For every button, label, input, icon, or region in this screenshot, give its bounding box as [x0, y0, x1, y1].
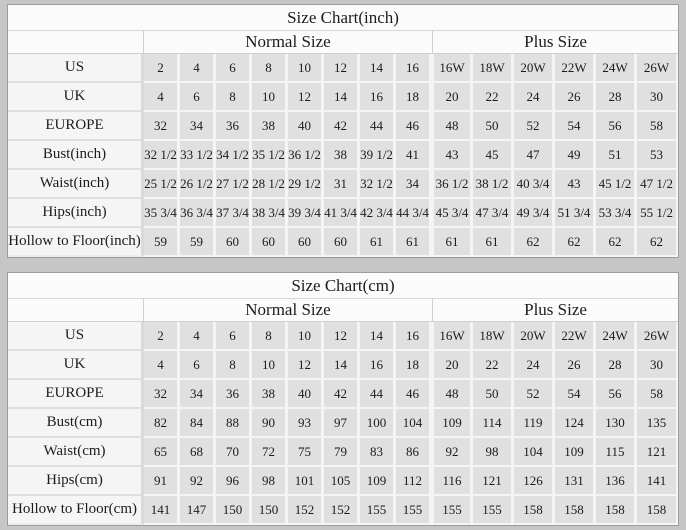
size-cell: 105: [324, 467, 360, 496]
size-cell: 31: [324, 170, 360, 199]
size-cell: 51 3/4: [555, 199, 596, 228]
size-cell: 43: [555, 170, 596, 199]
row-label: Hollow to Floor(cm): [8, 496, 144, 525]
size-cell: 44: [360, 112, 396, 141]
size-cell: 32 1/2: [144, 141, 180, 170]
size-cell: 40 3/4: [514, 170, 555, 199]
size-cell: 39 3/4: [288, 199, 324, 228]
row-label: Bust(inch): [8, 141, 144, 170]
size-cell: 60: [324, 228, 360, 257]
size-cell: 35 3/4: [144, 199, 180, 228]
size-cell: 2: [144, 322, 180, 351]
size-cell: 53 3/4: [596, 199, 637, 228]
table-row: [8, 141, 678, 170]
row-label: EUROPE: [8, 112, 144, 141]
size-cell: 18W: [473, 54, 514, 83]
size-cell: 65: [144, 438, 180, 467]
size-cell: 24W: [596, 322, 637, 351]
row-label: EUROPE: [8, 380, 144, 409]
size-cell: 38: [252, 380, 288, 409]
row-label: Waist(inch): [8, 170, 144, 199]
size-cell: 39 1/2: [360, 141, 396, 170]
size-cell: 32: [144, 380, 180, 409]
size-cell: 24W: [596, 54, 637, 83]
size-cell: 28 1/2: [252, 170, 288, 199]
size-cell: 37 3/4: [216, 199, 252, 228]
size-cell: 91: [144, 467, 180, 496]
size-cell: 8: [216, 83, 252, 112]
row-label: Hips(cm): [8, 467, 144, 496]
size-cell: 25 1/2: [144, 170, 180, 199]
size-cell: 4: [144, 351, 180, 380]
table-title: Size Chart(cm): [8, 273, 678, 299]
size-cell: 14: [360, 322, 396, 351]
size-cell: 26W: [637, 54, 678, 83]
size-chart-cm: [7, 272, 679, 526]
size-cell: 22W: [555, 54, 596, 83]
size-cell: 121: [473, 467, 514, 496]
size-cell: 114: [473, 409, 514, 438]
size-cell: 75: [288, 438, 324, 467]
size-cell: 12: [288, 83, 324, 112]
size-cell: 42: [324, 380, 360, 409]
size-cell: 135: [637, 409, 678, 438]
size-cell: 45 1/2: [596, 170, 637, 199]
size-cell: 38: [252, 112, 288, 141]
size-cell: 61: [473, 228, 514, 257]
size-cell: 60: [252, 228, 288, 257]
size-cell: 158: [555, 496, 596, 525]
size-cell: 44: [360, 380, 396, 409]
size-cell: 97: [324, 409, 360, 438]
size-cell: 10: [288, 54, 324, 83]
size-cell: 98: [473, 438, 514, 467]
size-cell: 152: [324, 496, 360, 525]
size-cell: 56: [596, 112, 637, 141]
size-cell: 116: [432, 467, 473, 496]
size-cell: 147: [180, 496, 216, 525]
size-cell: 49: [555, 141, 596, 170]
size-cell: 8: [252, 322, 288, 351]
table-header: [8, 273, 678, 322]
size-cell: 48: [432, 112, 473, 141]
size-cell: 52: [514, 112, 555, 141]
table-row: [8, 322, 678, 351]
table-header: [8, 5, 678, 54]
size-cell: 150: [252, 496, 288, 525]
table-row: [8, 438, 678, 467]
size-cell: 155: [473, 496, 514, 525]
size-cell: 96: [216, 467, 252, 496]
size-cell: 100: [360, 409, 396, 438]
size-cell: 12: [288, 351, 324, 380]
size-cell: 58: [637, 112, 678, 141]
table-row: [8, 112, 678, 141]
size-cell: 61: [432, 228, 473, 257]
plus-size-header: Plus Size: [432, 299, 678, 322]
size-cell: 155: [360, 496, 396, 525]
size-cell: 40: [288, 380, 324, 409]
size-cell: 38: [324, 141, 360, 170]
size-cell: 49 3/4: [514, 199, 555, 228]
table-row: [8, 83, 678, 112]
size-cell: 12: [324, 322, 360, 351]
table-row: [8, 170, 678, 199]
size-cell: 14: [324, 83, 360, 112]
size-cell: 59: [144, 228, 180, 257]
size-cell: 4: [144, 83, 180, 112]
size-cell: 119: [514, 409, 555, 438]
size-cell: 109: [432, 409, 473, 438]
normal-size-header: Normal Size: [144, 31, 432, 54]
size-cell: 34: [396, 170, 432, 199]
size-cell: 109: [555, 438, 596, 467]
size-cell: 20W: [514, 322, 555, 351]
size-cell: 26W: [637, 322, 678, 351]
size-cell: 42 3/4: [360, 199, 396, 228]
size-cell: 32: [144, 112, 180, 141]
size-cell: 158: [637, 496, 678, 525]
size-cell: 150: [216, 496, 252, 525]
size-cell: 18: [396, 83, 432, 112]
size-cell: 53: [637, 141, 678, 170]
table-title: Size Chart(inch): [8, 5, 678, 31]
size-cell: 41 3/4: [324, 199, 360, 228]
size-cell: 58: [637, 380, 678, 409]
size-cell: 68: [180, 438, 216, 467]
size-cell: 8: [252, 54, 288, 83]
size-cell: 79: [324, 438, 360, 467]
size-cell: 45 3/4: [432, 199, 473, 228]
size-cell: 35 1/2: [252, 141, 288, 170]
size-cell: 6: [216, 54, 252, 83]
size-cell: 54: [555, 380, 596, 409]
size-cell: 4: [180, 54, 216, 83]
size-cell: 28: [596, 351, 637, 380]
size-cell: 155: [396, 496, 432, 525]
size-cell: 18W: [473, 322, 514, 351]
size-chart-inch: [7, 4, 679, 258]
size-cell: 50: [473, 112, 514, 141]
size-cell: 115: [596, 438, 637, 467]
size-cell: 92: [432, 438, 473, 467]
table-row: [8, 380, 678, 409]
size-cell: 141: [144, 496, 180, 525]
size-cell: 34 1/2: [216, 141, 252, 170]
size-cell: 24: [514, 83, 555, 112]
size-cell: 33 1/2: [180, 141, 216, 170]
size-cell: 18: [396, 351, 432, 380]
size-cell: 43: [432, 141, 473, 170]
size-cell: 34: [180, 380, 216, 409]
size-cell: 98: [252, 467, 288, 496]
size-cell: 101: [288, 467, 324, 496]
corner-cell: [8, 31, 144, 54]
size-cell: 24: [514, 351, 555, 380]
size-cell: 16W: [432, 322, 473, 351]
size-cell: 92: [180, 467, 216, 496]
size-cell: 22: [473, 351, 514, 380]
size-cell: 16W: [432, 54, 473, 83]
table-row: [8, 409, 678, 438]
row-label: Waist(cm): [8, 438, 144, 467]
table-row: [8, 496, 678, 525]
plus-size-header: Plus Size: [432, 31, 678, 54]
size-cell: 44 3/4: [396, 199, 432, 228]
size-cell: 59: [180, 228, 216, 257]
size-cell: 27 1/2: [216, 170, 252, 199]
normal-size-header: Normal Size: [144, 299, 432, 322]
table-row: [8, 199, 678, 228]
row-label: US: [8, 322, 144, 351]
size-cell: 16: [396, 54, 432, 83]
size-cell: 51: [596, 141, 637, 170]
size-cell: 61: [360, 228, 396, 257]
size-cell: 158: [596, 496, 637, 525]
size-cell: 55 1/2: [637, 199, 678, 228]
table-row: [8, 467, 678, 496]
size-cell: 93: [288, 409, 324, 438]
row-label: Bust(cm): [8, 409, 144, 438]
size-cell: 10: [252, 351, 288, 380]
size-cell: 50: [473, 380, 514, 409]
size-cell: 16: [360, 351, 396, 380]
size-cell: 14: [324, 351, 360, 380]
size-cell: 112: [396, 467, 432, 496]
size-cell: 131: [555, 467, 596, 496]
size-cell: 42: [324, 112, 360, 141]
size-cell: 126: [514, 467, 555, 496]
size-cell: 90: [252, 409, 288, 438]
size-cell: 36 3/4: [180, 199, 216, 228]
row-label: UK: [8, 351, 144, 380]
size-cell: 20: [432, 83, 473, 112]
size-cell: 121: [637, 438, 678, 467]
table-body: [8, 54, 678, 257]
size-cell: 10: [288, 322, 324, 351]
size-cell: 56: [596, 380, 637, 409]
size-cell: 136: [596, 467, 637, 496]
size-cell: 54: [555, 112, 596, 141]
size-cell: 2: [144, 54, 180, 83]
size-cell: 22W: [555, 322, 596, 351]
size-cell: 26: [555, 351, 596, 380]
size-cell: 152: [288, 496, 324, 525]
size-cell: 41: [396, 141, 432, 170]
size-cell: 30: [637, 83, 678, 112]
size-cell: 45: [473, 141, 514, 170]
size-cell: 47 1/2: [637, 170, 678, 199]
size-cell: 40: [288, 112, 324, 141]
size-cell: 155: [432, 496, 473, 525]
size-cell: 36 1/2: [288, 141, 324, 170]
size-cell: 32 1/2: [360, 170, 396, 199]
size-cell: 52: [514, 380, 555, 409]
size-chart-cm-table: [8, 273, 678, 525]
size-cell: 84: [180, 409, 216, 438]
size-cell: 47 3/4: [473, 199, 514, 228]
size-cell: 36: [216, 380, 252, 409]
size-cell: 16: [360, 83, 396, 112]
size-cell: 104: [514, 438, 555, 467]
table-row: [8, 351, 678, 380]
size-cell: 36 1/2: [432, 170, 473, 199]
table-body: [8, 322, 678, 525]
size-cell: 60: [288, 228, 324, 257]
size-cell: 61: [396, 228, 432, 257]
size-cell: 104: [396, 409, 432, 438]
size-cell: 10: [252, 83, 288, 112]
row-label: US: [8, 54, 144, 83]
title-row: [8, 5, 678, 31]
size-cell: 20: [432, 351, 473, 380]
title-row: [8, 273, 678, 299]
size-cell: 22: [473, 83, 514, 112]
row-label: UK: [8, 83, 144, 112]
size-cell: 16: [396, 322, 432, 351]
size-chart-inch-table: [8, 5, 678, 257]
group-header-row: [8, 31, 678, 54]
size-cell: 8: [216, 351, 252, 380]
size-cell: 83: [360, 438, 396, 467]
size-cell: 4: [180, 322, 216, 351]
size-cell: 62: [555, 228, 596, 257]
size-cell: 12: [324, 54, 360, 83]
corner-cell: [8, 299, 144, 322]
size-cell: 6: [216, 322, 252, 351]
size-cell: 30: [637, 351, 678, 380]
size-cell: 62: [514, 228, 555, 257]
size-cell: 28: [596, 83, 637, 112]
row-label: Hips(inch): [8, 199, 144, 228]
table-row: [8, 54, 678, 83]
size-cell: 47: [514, 141, 555, 170]
size-cell: 88: [216, 409, 252, 438]
size-cell: 62: [637, 228, 678, 257]
size-cell: 82: [144, 409, 180, 438]
size-cell: 26 1/2: [180, 170, 216, 199]
size-cell: 20W: [514, 54, 555, 83]
table-row: [8, 228, 678, 257]
size-cell: 14: [360, 54, 396, 83]
size-cell: 34: [180, 112, 216, 141]
size-cell: 62: [596, 228, 637, 257]
size-cell: 46: [396, 380, 432, 409]
size-cell: 6: [180, 83, 216, 112]
size-cell: 141: [637, 467, 678, 496]
group-header-row: [8, 299, 678, 322]
size-cell: 72: [252, 438, 288, 467]
size-cell: 70: [216, 438, 252, 467]
size-cell: 38 1/2: [473, 170, 514, 199]
size-cell: 124: [555, 409, 596, 438]
size-cell: 158: [514, 496, 555, 525]
size-cell: 6: [180, 351, 216, 380]
row-label: Hollow to Floor(inch): [8, 228, 144, 257]
size-cell: 46: [396, 112, 432, 141]
size-cell: 130: [596, 409, 637, 438]
size-cell: 36: [216, 112, 252, 141]
size-cell: 48: [432, 380, 473, 409]
size-cell: 29 1/2: [288, 170, 324, 199]
size-cell: 109: [360, 467, 396, 496]
size-cell: 38 3/4: [252, 199, 288, 228]
size-cell: 26: [555, 83, 596, 112]
size-cell: 60: [216, 228, 252, 257]
size-cell: 86: [396, 438, 432, 467]
